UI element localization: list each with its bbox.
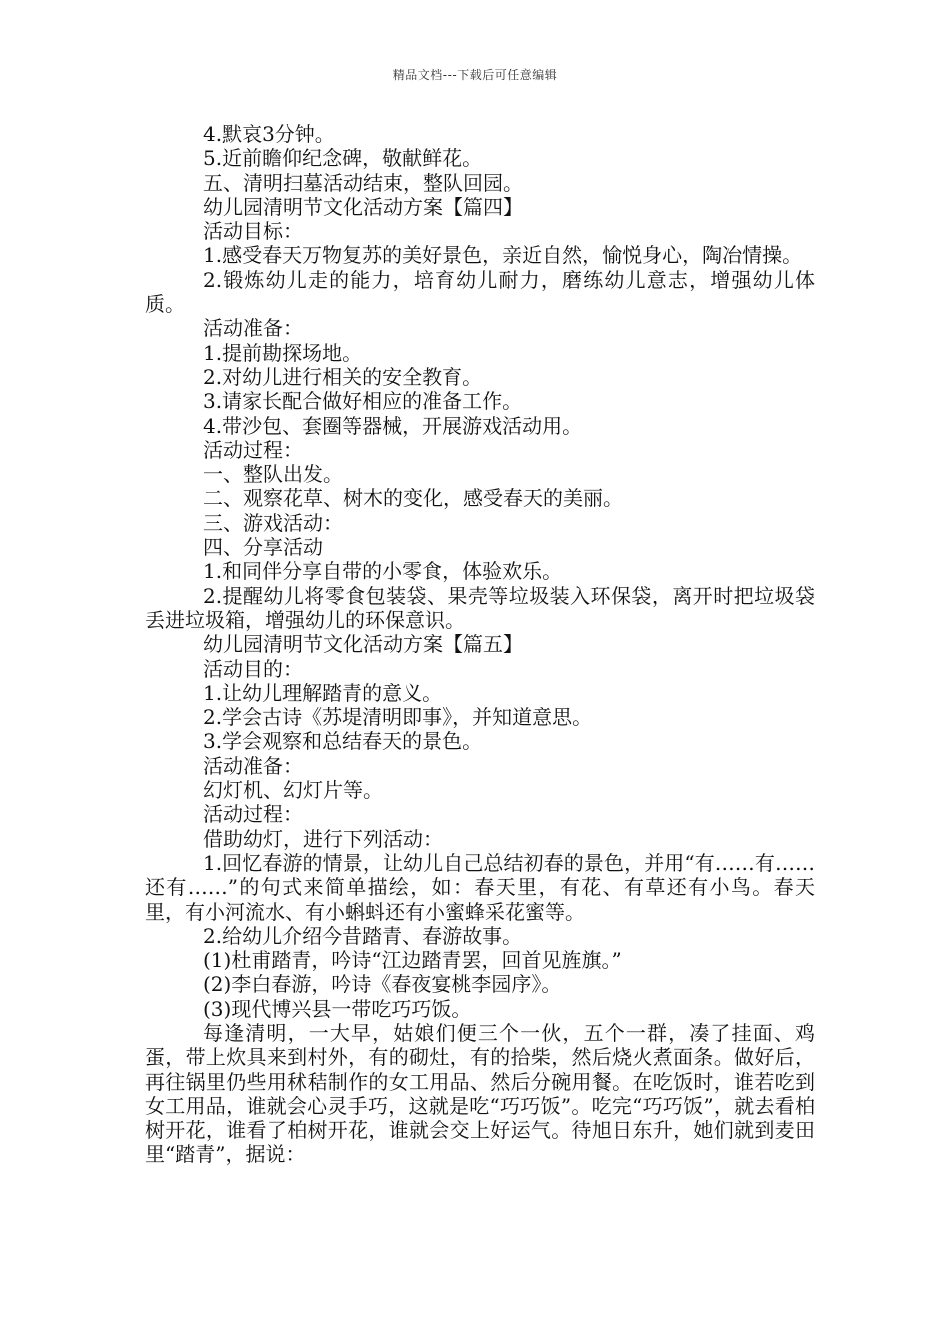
paragraph: 每逢清明，一大早，姑娘们便三个一伙，五个一群，凑了挂面、鸡蛋，带上炊具来到村外，有的砌灶，有的拾柴，然后烧火煮面条。做好后，再往锅里仍些用秫秸制作的女工用品、然后分碗用餐。在吃饭时，谁若吃到女工用品，谁就会心灵手巧，这就是吃“巧巧饭”。吃完“巧巧饭”，就去看柏树开花，谁看了柏树开花，谁就会交上好运气。待旭日东升，她们就到麦田里“踏青”，据说： (145, 1020, 815, 1167)
paragraph: 2.给幼儿介绍今昔踏青、春游故事。 (203, 923, 523, 948)
paragraph: 三、游戏活动： (203, 510, 343, 535)
paragraph: (2)李白春游，吟诗《春夜宴桃李园序》。 (203, 972, 562, 997)
paragraph: 2.学会古诗《苏堤清明即事》，并知道意思。 (203, 705, 593, 730)
subheading: 活动目的： (203, 656, 303, 681)
document-body (145, 122, 815, 1167)
subheading: 活动准备： (203, 753, 303, 778)
subheading: 活动目标： (203, 219, 303, 244)
paragraph: 1.感受春天万物复苏的美好景色，亲近自然，愉悦身心，陶冶情操。 (203, 243, 803, 268)
section-title: 幼儿园清明节文化活动方案【篇四】 (203, 194, 523, 219)
paragraph: 二、观察花草、树木的变化，感受春天的美丽。 (203, 486, 623, 511)
paragraph: 1.回忆春游的情景，让幼儿自己总结初春的景色，并用“有……有……还有……”的句式来简单描绘，如：春天里，有花、有草还有小鸟。春天里，有小河流水、有小蝌蚪还有小蜜蜂采花蜜等。 (145, 850, 815, 924)
paragraph: 借助幼灯，进行下列活动： (203, 826, 443, 851)
paragraph: 4.带沙包、套圈等器械，开展游戏活动用。 (203, 413, 583, 438)
subheading: 活动过程： (203, 802, 303, 827)
paragraph: 2.对幼儿进行相关的安全教育。 (203, 364, 483, 389)
paragraph: 幻灯机、幻灯片等。 (203, 778, 383, 803)
paragraph: 五、清明扫墓活动结束，整队回园。 (203, 170, 523, 195)
subheading: 活动过程： (203, 437, 303, 462)
paragraph: 5.近前瞻仰纪念碑，敬献鲜花。 (203, 146, 483, 171)
paragraph: 一、整队出发。 (203, 462, 343, 487)
paragraph: 3.请家长配合做好相应的准备工作。 (203, 389, 523, 414)
paragraph: 1.让幼儿理解踏青的意义。 (203, 680, 443, 705)
section-title: 幼儿园清明节文化活动方案【篇五】 (203, 632, 523, 657)
paragraph: 3.学会观察和总结春天的景色。 (203, 729, 483, 754)
page-header: 精品文档---下载后可任意编辑 (392, 68, 558, 82)
paragraph: 1.和同伴分享自带的小零食，体验欢乐。 (203, 559, 563, 584)
paragraph: 1.提前勘探场地。 (203, 340, 363, 365)
paragraph: 四、分享活动 (203, 535, 323, 560)
paragraph: 4.默哀3分钟。 (203, 122, 335, 146)
paragraph: (1)杜甫踏青，吟诗“江边踏青罢，回首见旌旗。” (203, 948, 622, 973)
paragraph: 2.锻炼幼儿走的能力，培育幼儿耐力，磨练幼儿意志，增强幼儿体质。 (145, 267, 815, 317)
subheading: 活动准备： (203, 316, 303, 341)
paragraph: (3)现代博兴县一带吃巧巧饭。 (203, 996, 472, 1021)
paragraph: 2.提醒幼儿将零食包装袋、果壳等垃圾装入环保袋，离开时把垃圾袋丢进垃圾箱，增强幼儿的环保意识。 (145, 583, 815, 632)
